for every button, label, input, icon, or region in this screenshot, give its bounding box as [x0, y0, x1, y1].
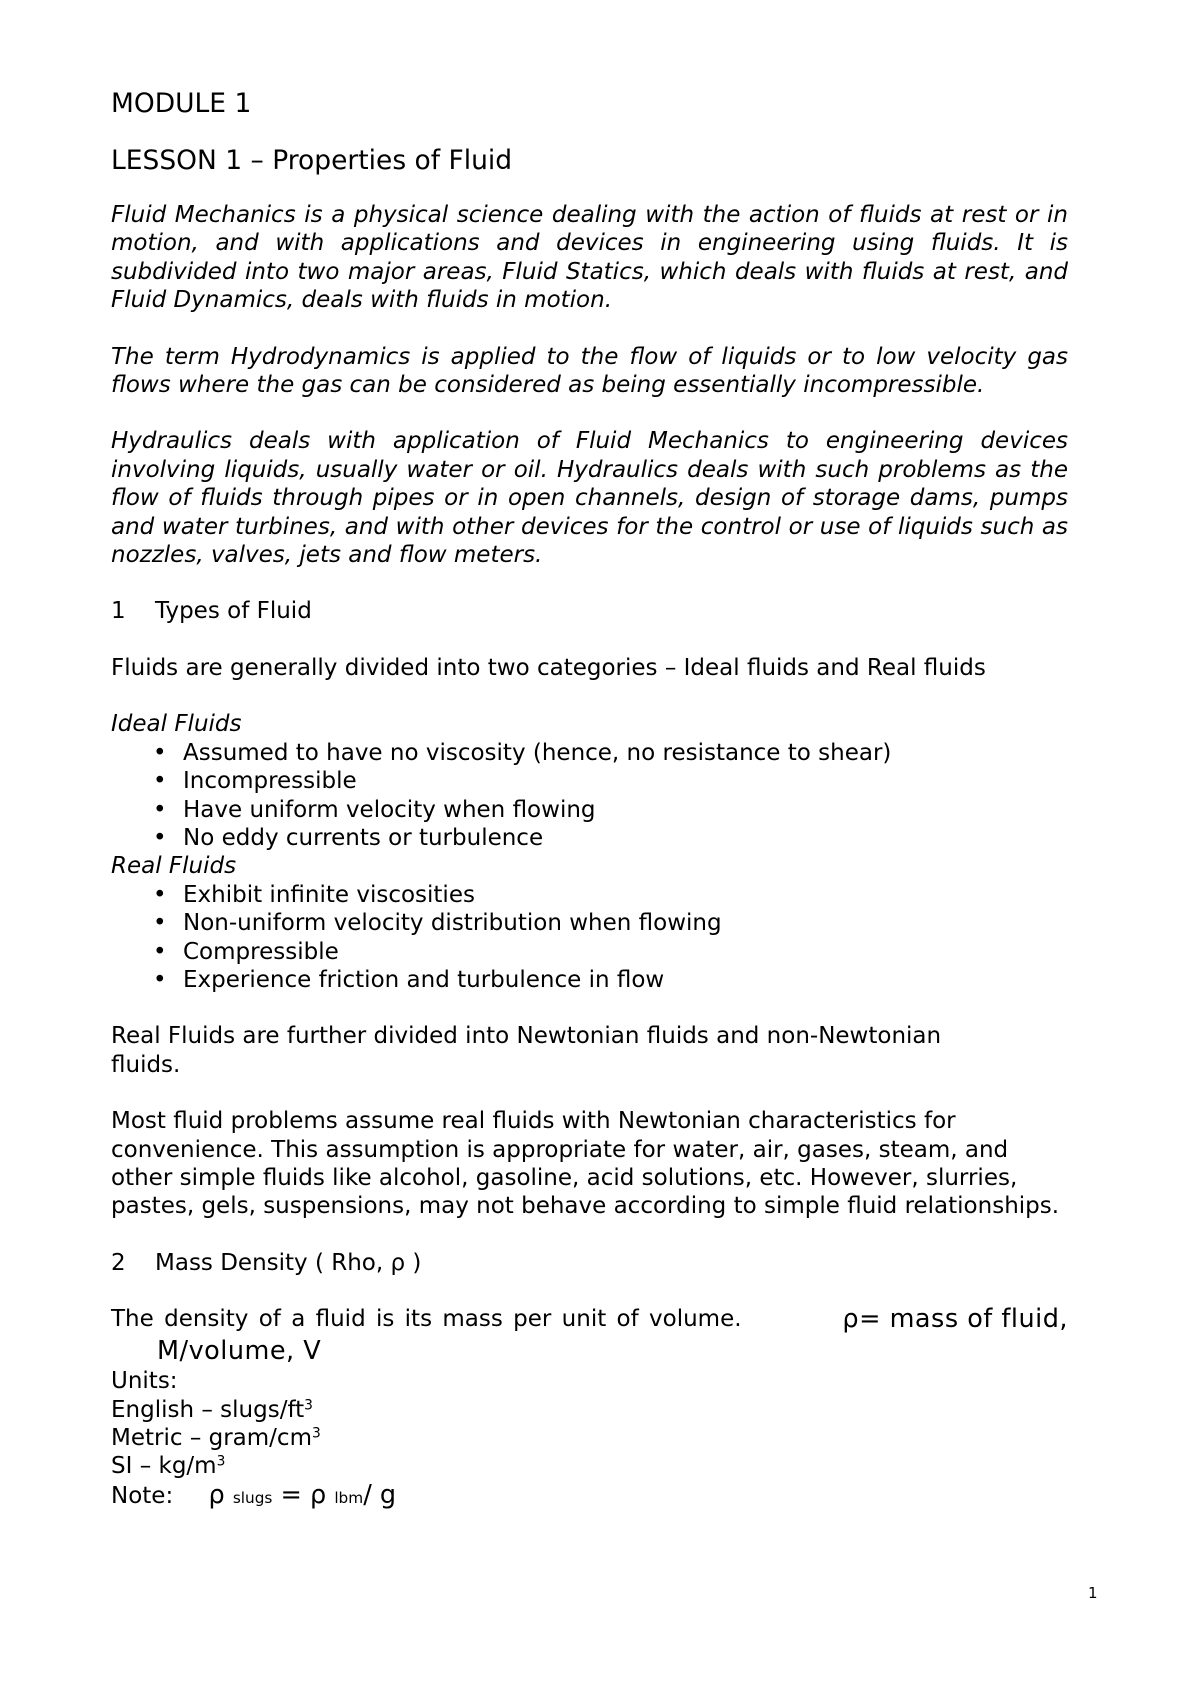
real-fluids-list: [111, 881, 1068, 995]
list-item: • Experience friction and turbulence in flow: [153, 966, 665, 993]
list-item: • Compressible: [153, 938, 339, 965]
list-item: • Exhibit infinite viscosities: [153, 881, 475, 908]
list-item: • No eddy currents or turbulence: [153, 824, 544, 851]
note-label: Note:: [111, 1482, 174, 1509]
newtonian-assumption-paragraph: Most fluid problems assume real fluids with Newtonian characteristics for convenience. This assumption is appropriate for water, air, gases, steam, and other simple fluids like alcohol, gasoline, acid solutions, etc. However, slurries, pastes, gels, suspensions, may not behave according to simple fluid relationships.: [111, 1108, 1060, 1220]
page-number: 1: [1088, 1584, 1098, 1602]
intro-paragraph-hydrodynamics: The term Hydrodynamics is applied to the flow of liquids or to low velocity gas flows where the gas can be considered as being essentially incompressible.: [111, 343, 1068, 399]
newtonian-paragraph: Real Fluids are further divided into Newtonian fluids and non-Newtonian fluids.: [111, 1023, 942, 1078]
density-definition: The density of a fluid is its mass per unit of volume.: [111, 1306, 742, 1333]
units-label: Units:: [111, 1368, 178, 1395]
bullet-icon: •: [153, 768, 167, 795]
ideal-fluids-list: [111, 739, 1068, 853]
section-2-title: Mass Density ( Rho, ρ ): [155, 1249, 422, 1276]
section-1-number: 1: [111, 598, 126, 625]
bullet-icon: •: [153, 938, 167, 965]
list-item: • Have uniform velocity when flowing: [153, 796, 596, 823]
unit-metric: Metric – gram/$cm^3$: [111, 1425, 321, 1451]
bullet-icon: •: [153, 739, 167, 766]
lesson-title: LESSON 1 – Properties of Fluid: [111, 145, 513, 176]
unit-english: English – slugs/$ft^3$: [111, 1396, 313, 1423]
list-item: • Non-uniform velocity distribution when flowing: [153, 910, 722, 937]
intro-paragraph-hydraulics: Hydraulics deals with application of Fluid Mechanics to engineering devices involving liquids, usually water or oil. Hydraulics deals with such problems as the flow of fluids through pipes or in open channels, design of storage dams, pumps and water turbines, and with other devices for the control or use of liquids such as nozzles, valves, jets and flow meters.: [111, 428, 1068, 569]
bullet-icon: •: [153, 910, 167, 937]
intro-paragraph-fluid-mechanics: Fluid Mechanics is a physical science dealing with the action of fluids at rest or in motion, and with applications and devices in engineering using fluids. It is subdivided into two major areas, Fluid Statics, which deals with fluids at rest, and Fluid Dynamics, deals with fluids in motion.: [111, 202, 1068, 314]
bullet-icon: •: [153, 796, 167, 823]
list-item: • Assumed to have no viscosity (hence, no resistance to shear): [153, 739, 892, 766]
unit-si: SI – $kg/m^3$: [111, 1453, 226, 1480]
ideal-fluids-heading: Ideal Fluids: [111, 711, 242, 738]
note-line: [111, 1481, 1068, 1512]
section-2-number: 2: [111, 1249, 126, 1276]
list-item: • Incompressible: [153, 768, 357, 795]
bullet-icon: •: [153, 881, 167, 908]
note-formula: ρ slugs = ρ lbm/ g: [208, 1479, 397, 1510]
section-1-title: Types of Fluid: [155, 598, 312, 625]
bullet-icon: •: [153, 966, 167, 993]
density-formula-continued: M/volume, V: [157, 1336, 322, 1367]
fluid-categories-intro: Fluids are generally divided into two categories – Ideal fluids and Real fluids: [111, 654, 986, 681]
density-formula: ρ= mass of fluid,: [842, 1304, 1068, 1335]
module-title: MODULE 1: [111, 88, 252, 119]
section-2-heading: [111, 1249, 1068, 1277]
density-definition-line: [111, 1303, 1068, 1335]
section-1-heading: [111, 597, 1068, 625]
real-fluids-heading: Real Fluids: [111, 853, 237, 880]
bullet-icon: •: [153, 824, 167, 851]
page-content: [111, 88, 1068, 1512]
